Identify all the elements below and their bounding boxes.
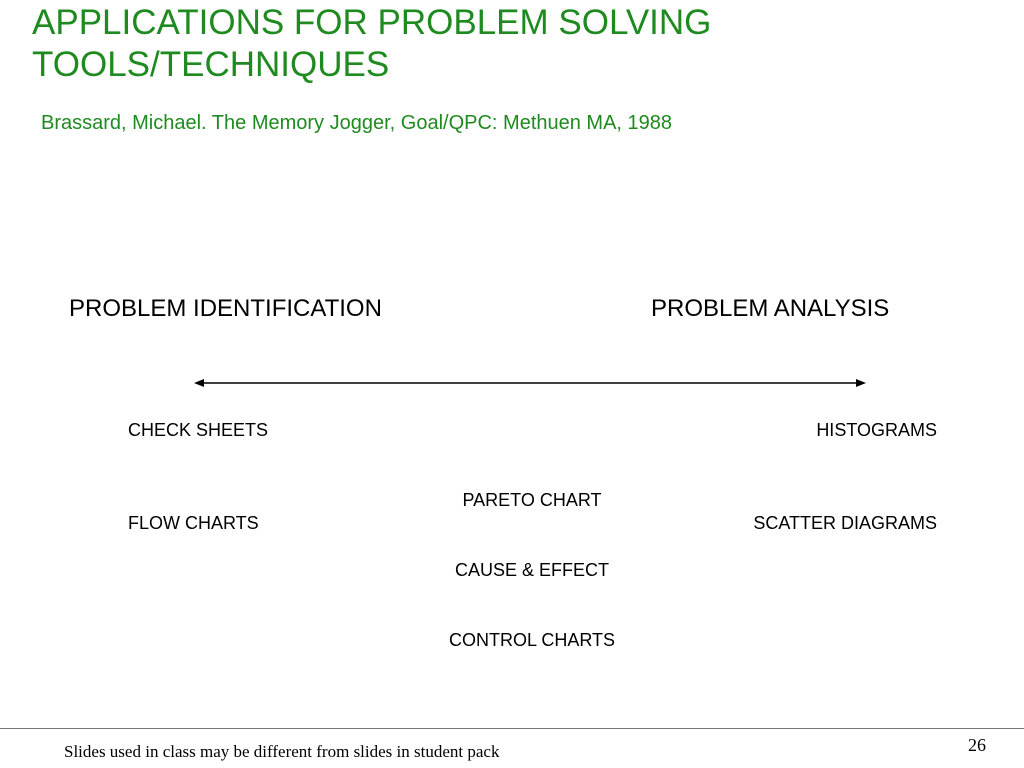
tool-scatter-diagrams: SCATTER DIAGRAMS: [753, 513, 937, 533]
heading-problem-identification: PROBLEM IDENTIFICATION: [69, 295, 382, 322]
tool-pareto-chart: PARETO CHART: [462, 490, 602, 510]
page-number: 26: [968, 735, 986, 755]
slide-title-line-1: APPLICATIONS FOR PROBLEM SOLVING: [32, 3, 712, 42]
footer-note: Slides used in class may be different from slides in student pack: [64, 742, 500, 761]
tool-control-charts: CONTROL CHARTS: [448, 630, 616, 650]
footer-divider: [0, 728, 1024, 729]
tool-histograms: HISTOGRAMS: [816, 420, 937, 440]
tool-flow-charts: FLOW CHARTS: [128, 513, 259, 533]
slide-title-line-2: TOOLS/TECHNIQUES: [32, 45, 390, 84]
double-arrow-icon: [190, 374, 870, 392]
slide-title: [32, 2, 932, 86]
tool-cause-and-effect: CAUSE & EFFECT: [454, 560, 610, 580]
heading-problem-analysis: PROBLEM ANALYSIS: [651, 295, 890, 322]
tool-check-sheets: CHECK SHEETS: [128, 420, 269, 440]
citation-subtitle: Brassard, Michael. The Memory Jogger, Goal/QPC: Methuen MA, 1988: [41, 112, 673, 134]
